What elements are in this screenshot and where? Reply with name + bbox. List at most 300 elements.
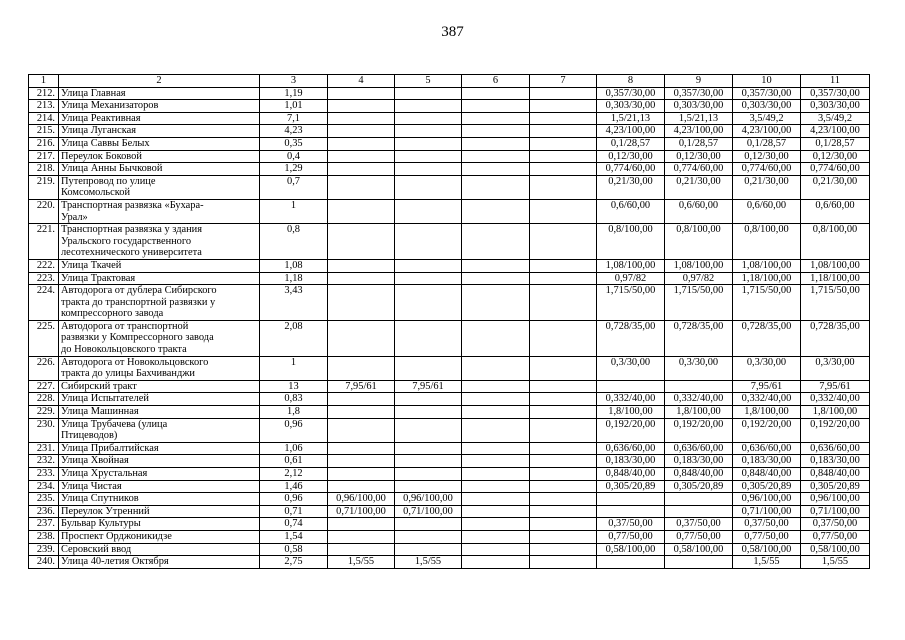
value-cell: 0,8/100,00 (733, 224, 801, 260)
value-cell (395, 175, 462, 199)
value-cell: 0,303/30,00 (665, 100, 733, 113)
street-name-cell: Автодорога от транспортной развязки у Компрессорного завода до Новокольцовского тракта (59, 320, 260, 356)
value-cell: 0,636/60,00 (801, 442, 870, 455)
value-cell: 0,332/40,00 (801, 393, 870, 406)
value-cell (328, 518, 395, 531)
row-number-cell: 229. (29, 406, 59, 419)
street-name-cell: Улица 40-летия Октября (59, 556, 260, 569)
value-cell: 0,21/30,00 (801, 175, 870, 199)
value-cell (462, 285, 530, 321)
table-row (29, 543, 870, 556)
value-cell (395, 356, 462, 380)
row-number-cell: 234. (29, 480, 59, 493)
value-cell: 0,3/30,00 (733, 356, 801, 380)
value-cell (395, 530, 462, 543)
row-number-cell: 240. (29, 556, 59, 569)
value-cell (395, 418, 462, 442)
table-row (29, 442, 870, 455)
value-cell (328, 480, 395, 493)
column-header: 6 (462, 75, 530, 88)
table-row (29, 356, 870, 380)
value-cell (395, 272, 462, 285)
value-cell (462, 543, 530, 556)
street-name-cell: Улица Главная (59, 87, 260, 100)
value-cell (462, 493, 530, 506)
value-cell (328, 455, 395, 468)
value-cell (328, 125, 395, 138)
table-row (29, 468, 870, 481)
value-cell: 0,357/30,00 (597, 87, 665, 100)
table-row (29, 418, 870, 442)
value-cell: 0,1/28,57 (597, 137, 665, 150)
value-cell (328, 320, 395, 356)
column-header: 11 (801, 75, 870, 88)
value-cell: 1 (260, 356, 328, 380)
value-cell (395, 199, 462, 223)
value-cell (395, 455, 462, 468)
value-cell: 1,5/55 (328, 556, 395, 569)
column-header: 5 (395, 75, 462, 88)
value-cell: 3,5/49,2 (801, 112, 870, 125)
value-cell: 0,305/20,89 (597, 480, 665, 493)
row-number-cell: 236. (29, 505, 59, 518)
value-cell: 0,96 (260, 493, 328, 506)
value-cell: 0,1/28,57 (733, 137, 801, 150)
value-cell: 0,192/20,00 (597, 418, 665, 442)
value-cell (530, 455, 597, 468)
value-cell (328, 543, 395, 556)
value-cell (462, 518, 530, 531)
value-cell: 1,715/50,00 (665, 285, 733, 321)
table-row (29, 100, 870, 113)
street-name-cell: Проспект Орджоникидзе (59, 530, 260, 543)
value-cell: 1,8/100,00 (801, 406, 870, 419)
row-number-cell: 220. (29, 199, 59, 223)
value-cell: 0,96/100,00 (328, 493, 395, 506)
value-cell (530, 406, 597, 419)
value-cell (665, 505, 733, 518)
value-cell (530, 356, 597, 380)
value-cell (328, 87, 395, 100)
value-cell (597, 380, 665, 393)
value-cell (530, 480, 597, 493)
value-cell: 0,58 (260, 543, 328, 556)
value-cell (530, 393, 597, 406)
value-cell (462, 163, 530, 176)
value-cell: 0,37/50,00 (597, 518, 665, 531)
value-cell (328, 406, 395, 419)
value-cell: 1,18/100,00 (733, 272, 801, 285)
value-cell: 1,08 (260, 259, 328, 272)
value-cell (530, 285, 597, 321)
value-cell: 0,192/20,00 (665, 418, 733, 442)
row-number-cell: 238. (29, 530, 59, 543)
column-header: 7 (530, 75, 597, 88)
row-number-cell: 230. (29, 418, 59, 442)
value-cell: 0,728/35,00 (665, 320, 733, 356)
value-cell: 0,97/82 (665, 272, 733, 285)
value-cell: 0,192/20,00 (733, 418, 801, 442)
value-cell: 0,71/100,00 (395, 505, 462, 518)
value-cell: 0,96/100,00 (733, 493, 801, 506)
value-cell (462, 224, 530, 260)
value-cell: 1,08/100,00 (801, 259, 870, 272)
street-name-cell: Улица Машинная (59, 406, 260, 419)
table-row (29, 137, 870, 150)
value-cell: 0,12/30,00 (801, 150, 870, 163)
value-cell (462, 380, 530, 393)
value-cell (328, 468, 395, 481)
row-number-cell: 226. (29, 356, 59, 380)
value-cell (530, 163, 597, 176)
value-cell (395, 125, 462, 138)
value-cell: 0,1/28,57 (665, 137, 733, 150)
street-name-cell: Улица Реактивная (59, 112, 260, 125)
value-cell (328, 272, 395, 285)
value-cell (328, 112, 395, 125)
value-cell: 0,357/30,00 (801, 87, 870, 100)
table-row (29, 112, 870, 125)
value-cell: 0,357/30,00 (665, 87, 733, 100)
value-cell (530, 112, 597, 125)
value-cell: 13 (260, 380, 328, 393)
value-cell: 0,332/40,00 (665, 393, 733, 406)
value-cell (462, 272, 530, 285)
value-cell (597, 493, 665, 506)
row-number-cell: 215. (29, 125, 59, 138)
column-header: 3 (260, 75, 328, 88)
value-cell (395, 224, 462, 260)
value-cell: 0,77/50,00 (733, 530, 801, 543)
value-cell (462, 556, 530, 569)
value-cell: 1,8/100,00 (665, 406, 733, 419)
value-cell (530, 137, 597, 150)
value-cell (530, 87, 597, 100)
value-cell: 1,19 (260, 87, 328, 100)
value-cell: 0,6/60,00 (733, 199, 801, 223)
value-cell (395, 100, 462, 113)
value-cell (328, 224, 395, 260)
table-row (29, 455, 870, 468)
value-cell: 0,83 (260, 393, 328, 406)
value-cell (530, 125, 597, 138)
row-number-cell: 221. (29, 224, 59, 260)
header-row (29, 75, 870, 88)
data-table (28, 74, 870, 569)
street-name-cell: Улица Хрустальная (59, 468, 260, 481)
table-row (29, 493, 870, 506)
row-number-cell: 227. (29, 380, 59, 393)
value-cell (462, 175, 530, 199)
row-number-cell: 218. (29, 163, 59, 176)
value-cell: 0,35 (260, 137, 328, 150)
value-cell: 0,848/40,00 (597, 468, 665, 481)
value-cell: 0,774/60,00 (597, 163, 665, 176)
value-cell (462, 199, 530, 223)
value-cell (530, 320, 597, 356)
value-cell: 0,303/30,00 (733, 100, 801, 113)
value-cell (530, 100, 597, 113)
table-row (29, 505, 870, 518)
value-cell: 1,06 (260, 442, 328, 455)
table-row (29, 87, 870, 100)
value-cell: 3,43 (260, 285, 328, 321)
table-row (29, 518, 870, 531)
value-cell (395, 543, 462, 556)
value-cell (328, 393, 395, 406)
row-number-cell: 231. (29, 442, 59, 455)
value-cell: 0,848/40,00 (665, 468, 733, 481)
street-name-cell: Серовский ввод (59, 543, 260, 556)
value-cell: 0,636/60,00 (665, 442, 733, 455)
value-cell: 0,58/100,00 (733, 543, 801, 556)
value-cell: 0,192/20,00 (801, 418, 870, 442)
street-name-cell: Улица Спутников (59, 493, 260, 506)
value-cell: 0,6/60,00 (597, 199, 665, 223)
row-number-cell: 212. (29, 87, 59, 100)
value-cell: 0,774/60,00 (801, 163, 870, 176)
street-name-cell: Улица Механизаторов (59, 100, 260, 113)
value-cell: 0,183/30,00 (733, 455, 801, 468)
value-cell: 0,3/30,00 (801, 356, 870, 380)
street-name-cell: Улица Трубачева (улица Птицеводов) (59, 418, 260, 442)
street-name-cell: Улица Трактовая (59, 272, 260, 285)
value-cell (395, 468, 462, 481)
value-cell (530, 272, 597, 285)
value-cell: 1,715/50,00 (733, 285, 801, 321)
value-cell: 2,12 (260, 468, 328, 481)
value-cell: 0,8/100,00 (597, 224, 665, 260)
value-cell (328, 175, 395, 199)
street-name-cell: Улица Испытателей (59, 393, 260, 406)
value-cell: 0,58/100,00 (597, 543, 665, 556)
value-cell (462, 406, 530, 419)
value-cell (395, 285, 462, 321)
street-name-cell: Автодорога от Новокольцовского тракта до улицы Бахчиванджи (59, 356, 260, 380)
value-cell (328, 285, 395, 321)
value-cell: 0,774/60,00 (733, 163, 801, 176)
table-row (29, 320, 870, 356)
table-row (29, 125, 870, 138)
value-cell (395, 137, 462, 150)
value-cell (395, 320, 462, 356)
value-cell: 4,23/100,00 (801, 125, 870, 138)
value-cell: 0,97/82 (597, 272, 665, 285)
value-cell: 4,23/100,00 (665, 125, 733, 138)
street-name-cell: Улица Прибалтийская (59, 442, 260, 455)
value-cell (530, 493, 597, 506)
value-cell: 0,774/60,00 (665, 163, 733, 176)
value-cell (462, 505, 530, 518)
value-cell (597, 505, 665, 518)
row-number-cell: 214. (29, 112, 59, 125)
value-cell (462, 125, 530, 138)
value-cell (328, 100, 395, 113)
value-cell (328, 259, 395, 272)
value-cell (462, 480, 530, 493)
value-cell (665, 493, 733, 506)
value-cell: 1,5/21,13 (665, 112, 733, 125)
value-cell: 1,715/50,00 (597, 285, 665, 321)
value-cell: 1,08/100,00 (597, 259, 665, 272)
value-cell: 1,5/55 (733, 556, 801, 569)
value-cell: 0,305/20,89 (733, 480, 801, 493)
value-cell (462, 418, 530, 442)
row-number-cell: 235. (29, 493, 59, 506)
value-cell: 0,61 (260, 455, 328, 468)
table-row (29, 199, 870, 223)
street-name-cell: Улица Чистая (59, 480, 260, 493)
value-cell (328, 530, 395, 543)
value-cell: 0,71/100,00 (328, 505, 395, 518)
value-cell: 0,357/30,00 (733, 87, 801, 100)
value-cell: 4,23 (260, 125, 328, 138)
column-header: 2 (59, 75, 260, 88)
value-cell: 1,18/100,00 (801, 272, 870, 285)
value-cell (395, 87, 462, 100)
page-number: 387 (441, 24, 464, 40)
street-name-cell: Переулок Боковой (59, 150, 260, 163)
value-cell (462, 87, 530, 100)
value-cell: 0,74 (260, 518, 328, 531)
value-cell: 3,5/49,2 (733, 112, 801, 125)
value-cell (328, 163, 395, 176)
value-cell (530, 199, 597, 223)
value-cell: 1,8/100,00 (597, 406, 665, 419)
table-row (29, 272, 870, 285)
value-cell: 1,46 (260, 480, 328, 493)
street-name-cell: Улица Хвойная (59, 455, 260, 468)
column-header: 9 (665, 75, 733, 88)
value-cell: 1,8/100,00 (733, 406, 801, 419)
value-cell (395, 480, 462, 493)
row-number-cell: 217. (29, 150, 59, 163)
value-cell (462, 150, 530, 163)
row-number-cell: 222. (29, 259, 59, 272)
value-cell (462, 356, 530, 380)
value-cell: 1,08/100,00 (733, 259, 801, 272)
value-cell (530, 150, 597, 163)
row-number-cell: 223. (29, 272, 59, 285)
row-number-cell: 224. (29, 285, 59, 321)
value-cell: 4,23/100,00 (597, 125, 665, 138)
column-header: 1 (29, 75, 59, 88)
value-cell (530, 518, 597, 531)
value-cell (462, 112, 530, 125)
value-cell: 0,305/20,89 (801, 480, 870, 493)
street-name-cell: Путепровод по улице Комсомольской (59, 175, 260, 199)
table-row (29, 480, 870, 493)
value-cell (395, 442, 462, 455)
row-number-cell: 219. (29, 175, 59, 199)
street-name-cell: Улица Анны Бычковой (59, 163, 260, 176)
value-cell (530, 442, 597, 455)
value-cell (395, 163, 462, 176)
value-cell: 1,08/100,00 (665, 259, 733, 272)
value-cell (462, 530, 530, 543)
value-cell: 0,21/30,00 (665, 175, 733, 199)
value-cell (530, 380, 597, 393)
value-cell: 0,183/30,00 (801, 455, 870, 468)
street-name-cell: Улица Саввы Белых (59, 137, 260, 150)
value-cell: 1,01 (260, 100, 328, 113)
value-cell: 2,75 (260, 556, 328, 569)
value-cell (395, 518, 462, 531)
value-cell: 0,12/30,00 (597, 150, 665, 163)
value-cell: 0,77/50,00 (665, 530, 733, 543)
value-cell (597, 556, 665, 569)
value-cell: 0,636/60,00 (597, 442, 665, 455)
value-cell: 0,96/100,00 (801, 493, 870, 506)
street-name-cell: Транспортная развязка у здания Уральского государственного лесотехнического университета (59, 224, 260, 260)
value-cell: 0,848/40,00 (733, 468, 801, 481)
value-cell: 7,95/61 (328, 380, 395, 393)
value-cell (395, 112, 462, 125)
value-cell (462, 468, 530, 481)
value-cell: 0,303/30,00 (597, 100, 665, 113)
value-cell (462, 442, 530, 455)
table-row (29, 285, 870, 321)
row-number-cell: 216. (29, 137, 59, 150)
table-row (29, 556, 870, 569)
value-cell: 7,95/61 (733, 380, 801, 393)
value-cell: 1,5/55 (395, 556, 462, 569)
value-cell: 0,77/50,00 (801, 530, 870, 543)
table-body (29, 87, 870, 568)
value-cell: 0,71/100,00 (733, 505, 801, 518)
value-cell: 0,728/35,00 (597, 320, 665, 356)
value-cell: 1,715/50,00 (801, 285, 870, 321)
value-cell: 1,5/21,13 (597, 112, 665, 125)
street-name-cell: Автодорога от дублера Сибирского тракта до транспортной развязки у компрессорного завода (59, 285, 260, 321)
value-cell (530, 418, 597, 442)
value-cell: 0,58/100,00 (801, 543, 870, 556)
value-cell (530, 530, 597, 543)
value-cell: 1,54 (260, 530, 328, 543)
value-cell: 1,18 (260, 272, 328, 285)
value-cell (395, 393, 462, 406)
value-cell: 4,23/100,00 (733, 125, 801, 138)
value-cell (530, 468, 597, 481)
value-cell: 0,37/50,00 (801, 518, 870, 531)
value-cell (462, 137, 530, 150)
street-name-cell: Улица Ткачей (59, 259, 260, 272)
column-header: 8 (597, 75, 665, 88)
value-cell (462, 320, 530, 356)
value-cell (530, 175, 597, 199)
value-cell: 0,728/35,00 (733, 320, 801, 356)
value-cell: 1,29 (260, 163, 328, 176)
street-name-cell: Улица Луганская (59, 125, 260, 138)
value-cell: 1 (260, 199, 328, 223)
value-cell: 0,12/30,00 (665, 150, 733, 163)
value-cell: 2,08 (260, 320, 328, 356)
value-cell (328, 442, 395, 455)
row-number-cell: 233. (29, 468, 59, 481)
value-cell (530, 505, 597, 518)
value-cell: 0,332/40,00 (733, 393, 801, 406)
value-cell (665, 556, 733, 569)
street-name-cell: Переулок Утренний (59, 505, 260, 518)
row-number-cell: 225. (29, 320, 59, 356)
table-row (29, 406, 870, 419)
value-cell (328, 137, 395, 150)
value-cell: 0,58/100,00 (665, 543, 733, 556)
value-cell (530, 224, 597, 260)
table-row (29, 163, 870, 176)
column-header: 10 (733, 75, 801, 88)
row-number-cell: 213. (29, 100, 59, 113)
